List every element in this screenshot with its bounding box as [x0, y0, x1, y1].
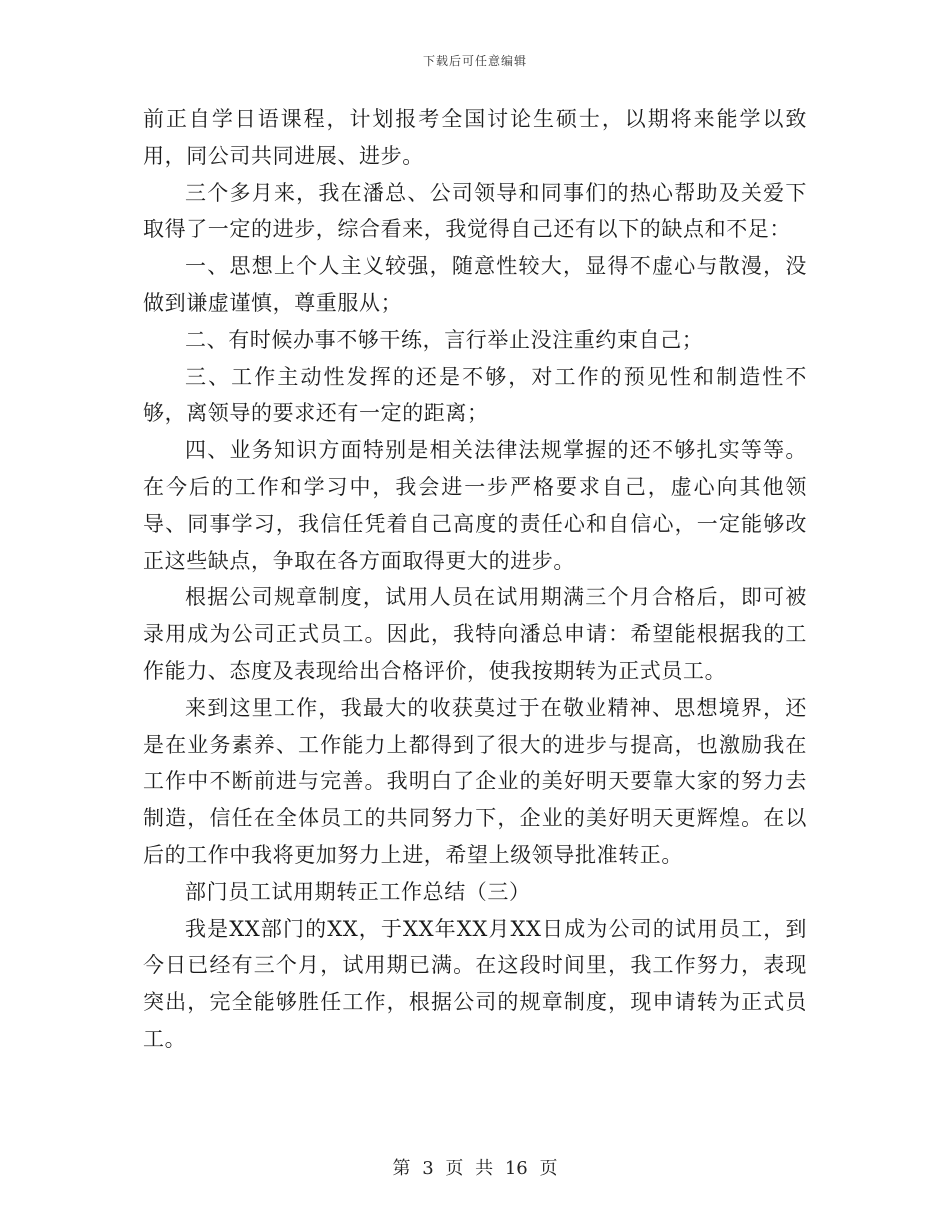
paragraph-1: 三个多月来，我在潘总、公司领导和同事们的热心帮助及关爱下取得了一定的进步，综合看来，我觉得自己还有以下的缺点和不足：	[143, 180, 807, 242]
paragraph-9: 我是XX部门的XX，于XX年XX月XX日成为公司的试用员工，到今日已经有三个月，试用期已满。在这段时间里，我工作努力，表现突出，完全能够胜任工作，根据公司的规章制度，现申请转为正式员工。	[143, 916, 807, 1051]
page-number: 第 3 页 共 16 页	[392, 1158, 558, 1179]
paragraph-2: 一、思想上个人主义较强，随意性较大，显得不虚心与散漫，没做到谦虚谨慎，尊重服从；	[143, 254, 807, 315]
paragraph-0: 前正自学日语课程，计划报考全国讨论生硕士，以期将来能学以致用，同公司共同进展、进步。	[143, 107, 807, 168]
document-body	[143, 101, 807, 1058]
paragraph-6: 根据公司规章制度，试用人员在试用期满三个月合格后，即可被录用成为公司正式员工。因此，我特向潘总申请：希望能根据我的工作能力、态度及表现给出合格评价，使我按期转为正式员工。	[143, 585, 807, 683]
paragraph-5: 四、业务知识方面特别是相关法律法规掌握的还不够扎实等等。在今后的工作和学习中，我会进一步严格要求自己，虚心向其他领导、同事学习，我信任凭着自己高度的责任心和自信心，一定能够改正这些缺点，争取在各方面取得更大的进步。	[143, 438, 807, 573]
paragraph-4: 三、工作主动性发挥的还是不够，对工作的预见性和制造性不够，离领导的要求还有一定的距离；	[143, 364, 807, 426]
section-heading: 部门员工试用期转正工作总结（三）	[185, 879, 531, 904]
paragraph-7: 来到这里工作，我最大的收获莫过于在敬业精神、思想境界，还是在业务素养、工作能力上都得到了很大的进步与提高，也激励我在工作中不断前进与完善。我明白了企业的美好明天要靠大家的努力去制造，信任在全体员工的共同努力下，企业的美好明天更辉煌。在以后的工作中我将更加努力上进，希望上级领导批准转正。	[143, 695, 807, 867]
paragraph-3: 二、有时候办事不够干练，言行举止没注重约束自己；	[185, 327, 704, 352]
page-header-note: 下载后可任意编辑	[422, 54, 527, 68]
